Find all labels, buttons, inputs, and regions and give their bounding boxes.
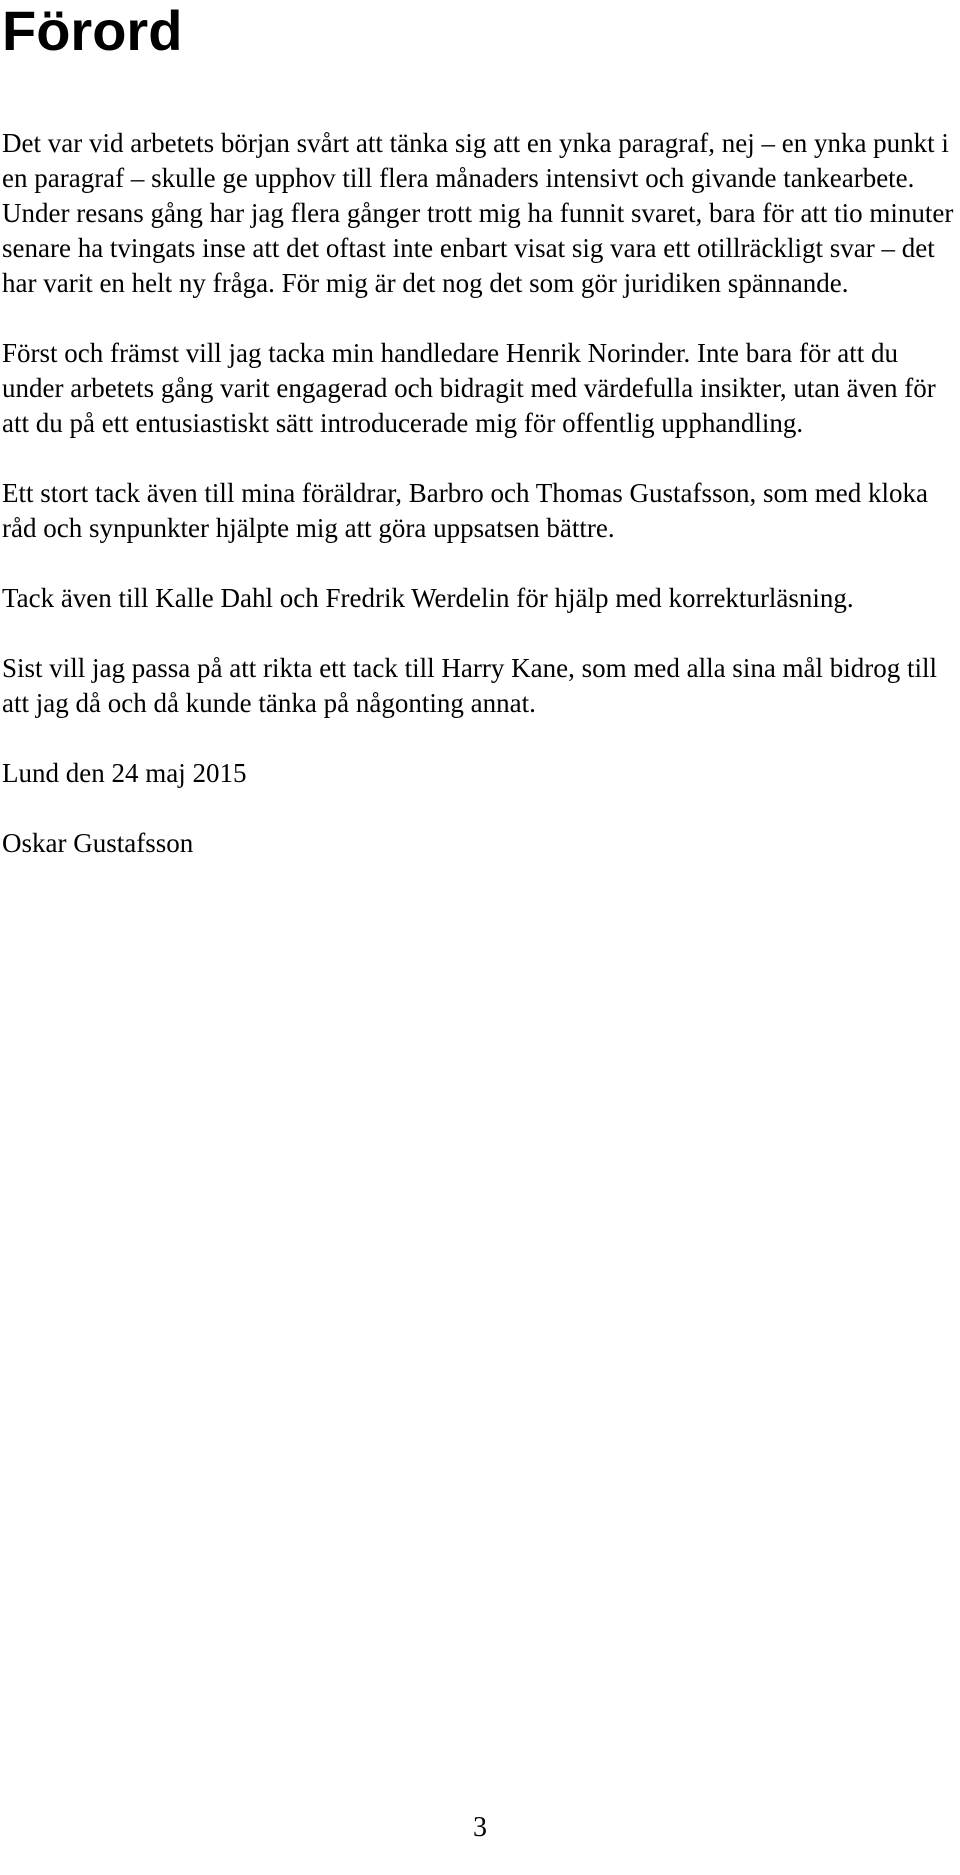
paragraph-closing-thanks: Sist vill jag passa på att rikta ett tack till Harry Kane, som med alla sina mål bidrog till att jag då och då kunde tänka på någonting annat. — [2, 653, 938, 718]
paragraph-supervisor-thanks: Först och främst vill jag tacka min handledare Henrik Norinder. Inte bara för att du under arbetets gång varit engagerad och bidragit med värdefulla insikter, utan även för att du på ett entusiastiskt sätt introducerade mig för offentlig upphandling. — [2, 338, 936, 438]
place-date: Lund den 24 maj 2015 — [2, 758, 247, 788]
paragraph-parents-thanks: Ett stort tack även till mina föräldrar, Barbro och Thomas Gustafsson, som med kloka råd och synpunkter hjälpte mig att göra uppsatsen bättre. — [2, 478, 928, 543]
preface-body — [2, 126, 957, 896]
page-title: Förord — [2, 0, 183, 62]
paragraph-proofreading-thanks: Tack även till Kalle Dahl och Fredrik Werdelin för hjälp med korrekturläsning. — [2, 583, 854, 613]
signature: Oskar Gustafsson — [2, 828, 194, 858]
paragraph-intro: Det var vid arbetets början svårt att tänka sig att en ynka paragraf, nej – en ynka punkt i en paragraf – skulle ge upphov till flera månaders intensivt och givande tankearbete. Under resans gång har jag flera gånger trott mig ha funnit svaret, bara för att tio minuter senare ha tvingats inse att det oftast inte enbart visat sig vara ett otillräckligt svar – det har varit en helt ny fråga. För mig är det nog det som gör juridiken spännande. — [2, 128, 954, 298]
page-number: 3 — [473, 1812, 487, 1843]
